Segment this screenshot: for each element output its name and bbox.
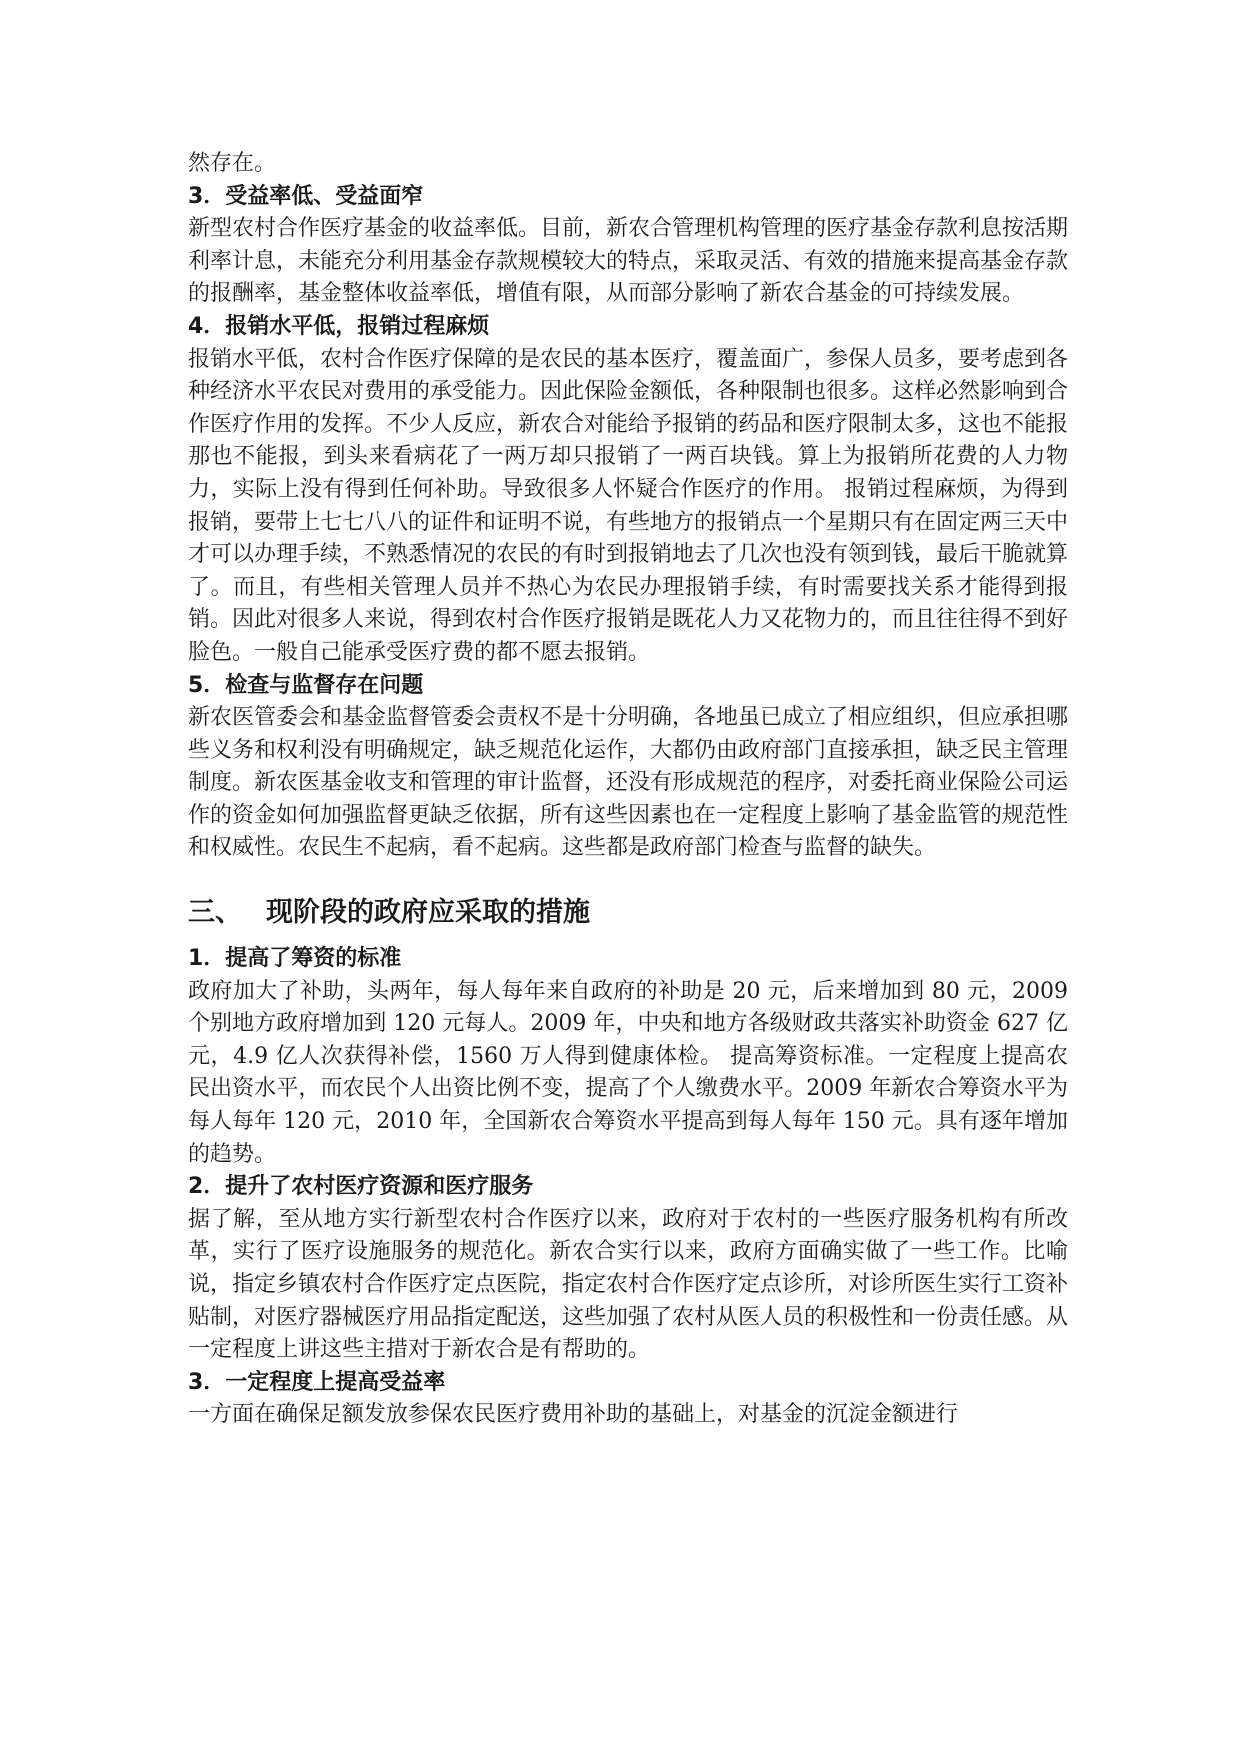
paragraph: 据了解，至从地方实行新型农村合作医疗以来，政府对于农村的一些医疗服务机构有所改革，实行了医疗设施服务的规范化。新农合实行以来，政府方面确实做了一些工作。比喻说，指定乡镇农村合作医疗定点医院，指定农村合作医疗定点诊所，对诊所医生实行工资补贴制，对医疗器械医疗用品指定配送，这些加强了农村从医人员的积极性和一份责任感。从一定程度上讲这些主措对于新农合是有帮助的。 (188, 1206, 1069, 1363)
paragraph: 新型农村合作医疗基金的收益率低。目前，新农合管理机构管理的医疗基金存款利息按活期利率计息，未能充分利用基金存款规模较大的特点，采取灵活、有效的措施来提高基金存款的报酬率，基金整体收益率低，增值有限，从而部分影响了新农合基金的可持续发展。 (188, 216, 1069, 307)
chapter-number: 三、 (188, 897, 242, 929)
document-page (188, 148, 1068, 1432)
paragraph: 政府加大了补助，头两年，每人每年来自政府的补助是 20 元，后来增加到 80 元，2009 个别地方政府增加到 120 元每人。2009 年，中央和地方各级财政共落实补助资金 627 亿元，4.9 亿人次获得补偿，1560 万人得到健康体检。 提高筹资标准。一定程度上提高农民出资水平，而农民个人出资比例不变，提高了个人缴费水平。2009 年新农合筹资水平为每人每年 120 元，2010 年，全国新农合筹资水平提高到每人每年 150 元。具有逐年增加的趋势。 (188, 978, 1068, 1167)
section-heading: 3．一定程度上提高受益率 (188, 1369, 446, 1395)
chapter-title: 现阶段的政府应采取的措施 (266, 897, 590, 929)
section-heading: 2．提升了农村医疗资源和医疗服务 (188, 1174, 534, 1200)
paragraph: 报销水平低，农村合作医疗保障的是农民的基本医疗，覆盖面广，参保人员多，要考虑到各种经济水平农民对费用的承受能力。因此保险金额低，各种限制也很多。这样必然影响到合作医疗作用的发挥。不少人反应，新农合对能给予报销的药品和医疗限制太多，这也不能报那也不能报，到头来看病花了一两万却只报销了一两百块钱。算上为报销所花费的人力物力，实际上没有得到任何补助。导致很多人怀疑合作医疗的作用。 报销过程麻烦，为得到报销，要带上七七八八的证件和证明不说，有些地方的报销点一个星期只有在固定两三天中才可以办理手续，不熟悉情况的农民的有时到报销地去了几次也没有领到钱，最后干脆就算了。而且，有些相关管理人员并不热心为农民办理报销手续，有时需要找关系才能得到报销。因此对很多人来说，得到农村合作医疗报销是既花人力又花物力的，而且往往得不到好脸色。一般自己能承受医疗费的都不愿去报销。 (188, 346, 1069, 665)
paragraph: 新农医管委会和基金监督管委会责权不是十分明确，各地虽已成立了相应组织，但应承担哪些义务和权利没有明确规定，缺乏规范化运作，大都仍由政府部门直接承担，缺乏民主管理制度。新农医基金收支和管理的审计监督，还没有形成规范的程序，对委托商业保险公司运作的资金如何加强监督更缺乏依据，所有这些因素也在一定程度上影响了基金监管的规范性和权威性。农民生不起病，看不起病。这些都是政府部门检查与监督的缺失。 (188, 705, 1069, 861)
chapter-heading (188, 893, 1068, 933)
paragraph: 然存在。 (188, 151, 277, 176)
section-heading: 1．提高了筹资的标准 (188, 946, 402, 972)
section-heading: 4．报销水平低，报销过程麻烦 (188, 313, 490, 339)
section-heading: 5．检查与监督存在问题 (188, 672, 424, 698)
section-heading: 3．受益率低、受益面窄 (188, 183, 424, 209)
paragraph: 一方面在确保足额发放参保农民医疗费用补助的基础上，对基金的沉淀金额进行 (188, 1402, 959, 1428)
